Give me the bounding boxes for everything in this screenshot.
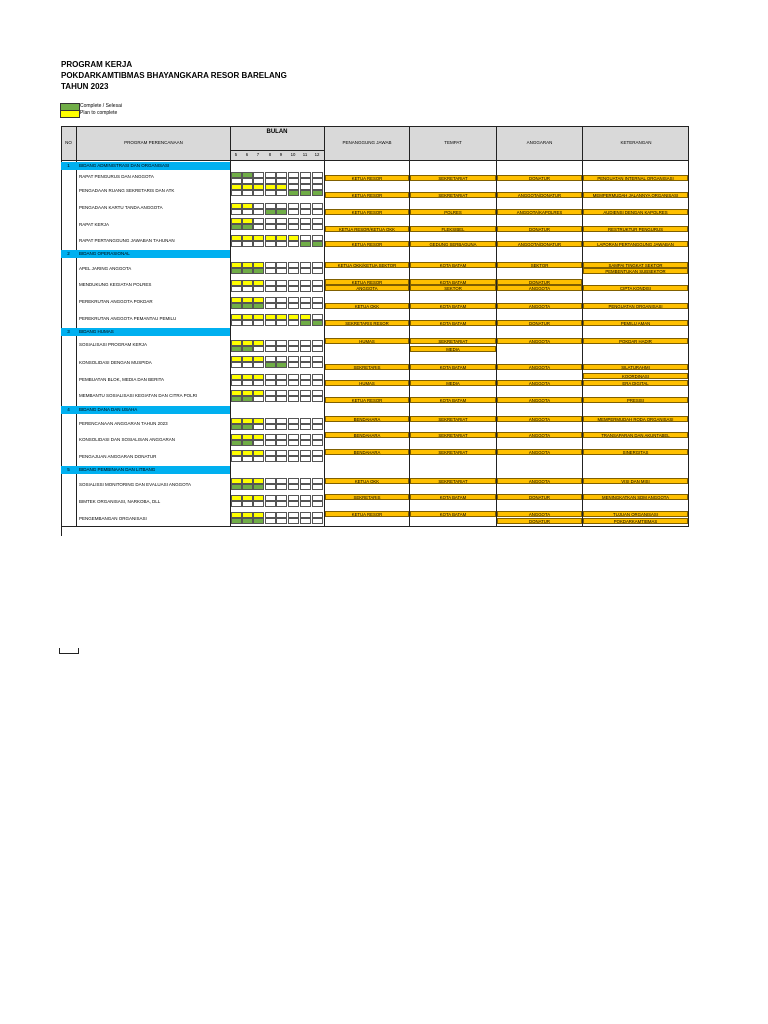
month-cell: [265, 346, 276, 352]
section-no-4: 4: [67, 407, 70, 412]
month-cell: [312, 303, 323, 309]
month-cell: [276, 209, 287, 215]
info-tempat-cell: SEKRETARIAT: [410, 432, 496, 438]
month-8: 8: [268, 152, 272, 157]
month-cell: [253, 209, 264, 215]
month-cell: [231, 424, 242, 430]
header-keterangan: KETERANGAN: [620, 140, 652, 145]
header-bulan: BULAN: [266, 129, 288, 135]
month-cell: [276, 501, 287, 507]
month-cell: [288, 501, 299, 507]
month-cell: [300, 456, 311, 462]
info-tempat-cell: FLEKSIBEL: [410, 226, 496, 232]
legend-plan-swatch: [60, 110, 80, 118]
info-tempat-cell: MEDIA: [410, 346, 496, 352]
info-anggaran-cell: ANGGOTA: [497, 416, 582, 422]
header-no: NO: [65, 140, 72, 145]
month-cell: [288, 190, 299, 196]
month-cell: [265, 440, 276, 446]
info-pj-cell: KETUA RESOR: [325, 241, 409, 247]
info-anggaran-cell: ANGGOTA: [497, 285, 582, 291]
month-cell: [276, 303, 287, 309]
month-cell: [276, 380, 287, 386]
month-cell: [312, 501, 323, 507]
month-cell: [288, 224, 299, 230]
program-18: BIMTEK ORGANISASI, NARKOBA, DLL: [79, 499, 161, 504]
month-cell: [300, 518, 311, 524]
info-keterangan-cell: PEMILU AMAN: [583, 320, 688, 326]
month-cell: [300, 268, 311, 274]
section-no-2: 2: [67, 251, 70, 256]
month-cell: [242, 190, 253, 196]
month-cell: [242, 209, 253, 215]
month-cell: [312, 209, 323, 215]
program-13: MEMBANTU SOSIALISASI KEGIATAN DAN CITRA POLRI: [79, 393, 198, 398]
info-tempat-cell: KOTA BATAM: [410, 303, 496, 309]
info-keterangan-cell: SAMPAI TINGKAT SEKTOR: [583, 262, 688, 268]
program-10: SOSIALISASI PROGRAM KERJA: [79, 342, 148, 347]
month-cell: [300, 380, 311, 386]
month-cell: [312, 268, 323, 274]
header-tempat: TEMPAT: [444, 140, 462, 145]
month-12: 12: [314, 152, 320, 157]
program-15: KONSOLIDASI DAN SOSIALISAN ANGGARAN: [79, 437, 176, 442]
month-cell: [253, 241, 264, 247]
program-2: PENGADAAN RUANG SEKRETARIS DAN ATK: [79, 188, 175, 193]
month-cell: [242, 484, 253, 490]
grid-right: [688, 126, 689, 526]
info-tempat-cell: GEDUNG SERBAGUNA: [410, 241, 496, 247]
info-keterangan-cell: PEMBENTUKAN SUBSEKTOR: [583, 268, 688, 274]
month-cell: [253, 268, 264, 274]
month-cell: [288, 268, 299, 274]
month-7: 7: [256, 152, 260, 157]
month-cell: [253, 484, 264, 490]
month-cell: [265, 241, 276, 247]
month-cell: [276, 484, 287, 490]
month-cell: [288, 320, 299, 326]
month-cell: [300, 209, 311, 215]
month-cell: [265, 224, 276, 230]
month-cell: [276, 424, 287, 430]
legend-complete-label: Complete / Selesai: [80, 103, 122, 109]
month-cell: [265, 268, 276, 274]
info-keterangan-cell: MENINGKATKAN SDM ANGGOTA: [583, 494, 688, 500]
info-tempat-cell: MEDIA: [410, 380, 496, 386]
info-tempat-cell: SEKTOR: [410, 285, 496, 291]
month-cell: [265, 424, 276, 430]
month-cell: [242, 456, 253, 462]
grid-tempat: [496, 126, 497, 526]
info-anggaran-cell: ANGGOTA: [497, 478, 582, 484]
month-cell: [253, 224, 264, 230]
info-pj-cell: KETUA RESOR: [325, 175, 409, 181]
info-keterangan-cell: TRANSAPARAN DAN AKUNTABEL: [583, 432, 688, 438]
info-tempat-cell: KOTA BATAM: [410, 279, 496, 285]
month-cell: [231, 380, 242, 386]
info-tempat-cell: SEKRETARIAT: [410, 449, 496, 455]
month-cell: [300, 224, 311, 230]
month-cell: [312, 456, 323, 462]
month-cell: [231, 286, 242, 292]
month-cell: [231, 209, 242, 215]
info-tempat-cell: KOTA BATAM: [410, 320, 496, 326]
month-cell: [288, 380, 299, 386]
info-tempat-cell: KOTA BATAM: [410, 262, 496, 268]
info-anggaran-cell: DONATUR: [497, 320, 582, 326]
month-cell: [288, 346, 299, 352]
page-corner-mark: [59, 648, 79, 654]
month-cell: [265, 303, 276, 309]
month-cell: [265, 320, 276, 326]
info-pj-cell: KETUA RESOR: [325, 279, 409, 285]
month-cell: [276, 320, 287, 326]
month-cell: [231, 501, 242, 507]
info-pj-cell: KETUA OKK/KETUA SEKTOR: [325, 262, 409, 268]
info-keterangan-cell: POKDAR HADIR: [583, 338, 688, 344]
month-cell: [288, 286, 299, 292]
info-anggaran-cell: ANGGOTA/DONATUR: [497, 241, 582, 247]
info-keterangan-cell: MEMPERMUDAH RODA ORGANISASI: [583, 416, 688, 422]
month-cell: [231, 362, 242, 368]
info-tempat-cell: KOTA BATAM: [410, 511, 496, 517]
title-line-3: TAHUN 2023: [61, 82, 109, 91]
program-1: RAPAT PENGURUS DAN ANGGOTA: [79, 174, 154, 179]
month-cell: [300, 190, 311, 196]
month-cell: [312, 224, 323, 230]
info-anggaran-cell: DONATUR: [497, 279, 582, 285]
info-anggaran-cell: ANGGOTA: [497, 449, 582, 455]
month-cell: [231, 346, 242, 352]
info-pj-cell: KETUA RESOR: [325, 397, 409, 403]
program-3: PENGADAAN KARTU TANDA ANGGOTA: [79, 205, 163, 210]
month-cell: [276, 268, 287, 274]
month-cell: [242, 396, 253, 402]
info-pj-cell: KETUA RESOR/KETUA OKK: [325, 226, 409, 232]
month-cell: [253, 440, 264, 446]
info-pj-cell: BENDAHARA: [325, 432, 409, 438]
header-penanggung-jawab: PENANGGUNG JAWAB: [342, 140, 392, 145]
info-keterangan-cell: LAPORAN PERTANGGUNG JAWABAN: [583, 241, 688, 247]
month-cell: [265, 501, 276, 507]
month-cell: [242, 501, 253, 507]
header-anggaran: ANGGARAN: [526, 140, 553, 145]
month-cell: [288, 424, 299, 430]
info-anggaran-cell: DONATUR: [497, 494, 582, 500]
month-cell: [288, 303, 299, 309]
month-cell: [288, 456, 299, 462]
month-cell: [300, 501, 311, 507]
month-cell: [288, 440, 299, 446]
info-pj-cell: HUMAS: [325, 380, 409, 386]
info-keterangan-cell: RESTRUKTUR PENGURUS: [583, 226, 688, 232]
grid-bottom: [61, 526, 689, 527]
month-cell: [242, 320, 253, 326]
info-anggaran-cell: ANGGOTA: [497, 511, 582, 517]
section-label-5: BIDANG PEMBINAAN DAN LITBANG: [79, 467, 156, 472]
month-cell: [253, 286, 264, 292]
month-cell: [300, 286, 311, 292]
info-anggaran-cell: SEKTOR: [497, 262, 582, 268]
month-cell: [276, 362, 287, 368]
info-keterangan-cell: VISI DAN MISI: [583, 478, 688, 484]
month-cell: [242, 518, 253, 524]
program-17: SOSIALISSI MONITORING DAN EVALUASI ANGGOTA: [79, 482, 192, 487]
month-5: 5: [234, 152, 238, 157]
month-cell: [231, 268, 242, 274]
section-no-5: 5: [67, 467, 70, 472]
month-cell: [231, 440, 242, 446]
grid-pj: [409, 126, 410, 526]
month-9: 9: [279, 152, 283, 157]
month-cell: [242, 303, 253, 309]
section-label-3: BIDANG HUMAS: [79, 329, 114, 334]
month-cell: [312, 286, 323, 292]
month-cell: [300, 303, 311, 309]
month-cell: [300, 396, 311, 402]
month-cell: [231, 518, 242, 524]
month-cell: [300, 346, 311, 352]
header-program: PROGRAM PERENCANAAN: [124, 140, 183, 145]
month-cell: [231, 320, 242, 326]
month-cell: [300, 424, 311, 430]
month-cell: [288, 396, 299, 402]
month-cell: [242, 241, 253, 247]
month-cell: [253, 518, 264, 524]
month-cell: [288, 209, 299, 215]
month-cell: [253, 362, 264, 368]
month-cell: [253, 320, 264, 326]
info-pj-cell: HUMAS: [325, 338, 409, 344]
info-pj-cell: SEKRETARIS: [325, 494, 409, 500]
info-tempat-cell: SEKRETARIAT: [410, 416, 496, 422]
legend-plan-label: Plan to complete: [80, 110, 118, 116]
month-cell: [276, 456, 287, 462]
month-cell: [231, 484, 242, 490]
info-anggaran-cell: ANGGOTA: [497, 303, 582, 309]
month-cell: [312, 320, 323, 326]
month-cell: [242, 440, 253, 446]
month-11: 11: [302, 152, 308, 157]
month-cell: [231, 190, 242, 196]
month-cell: [265, 518, 276, 524]
month-cell: [300, 320, 311, 326]
info-anggaran-cell: ANGGOTA/KAPOLRES: [497, 209, 582, 215]
month-cell: [242, 380, 253, 386]
month-cell: [265, 190, 276, 196]
month-cell: [231, 241, 242, 247]
month-cell: [253, 456, 264, 462]
program-9: PEREKRUTAN ANGGOTA PEMANTAU PEMILU: [79, 316, 177, 321]
program-19: PENGEMBANGAN ORGANISASI: [79, 516, 147, 521]
month-cell: [276, 286, 287, 292]
info-keterangan-cell: SINERGITAS: [583, 449, 688, 455]
month-cell: [265, 286, 276, 292]
info-keterangan-cell: POKDARKAMTIBMAS: [583, 518, 688, 524]
program-14: PERENCANAAN ANGGARAN TAHUN 2023: [79, 421, 168, 426]
info-keterangan-cell: PENGUATAN INTERNAL ORGANISASI: [583, 175, 688, 181]
month-cell: [300, 484, 311, 490]
info-pj-cell: KETUA OKK: [325, 478, 409, 484]
info-pj-cell: KETUA RESOR: [325, 511, 409, 517]
info-tempat-cell: POLRES: [410, 209, 496, 215]
info-pj-cell: SEKRETARIS RESOR: [325, 320, 409, 326]
section-no-3: 3: [67, 329, 70, 334]
info-pj-cell: KETUA OKK: [325, 303, 409, 309]
month-cell: [300, 362, 311, 368]
info-tempat-cell: KOTA BATAM: [410, 494, 496, 500]
month-cell: [312, 440, 323, 446]
info-anggaran-cell: DONATUR: [497, 226, 582, 232]
month-cell: [300, 241, 311, 247]
month-cell: [265, 456, 276, 462]
grid-top: [61, 126, 689, 127]
program-7: MENDUKUNG KEGIATAN POLRES: [79, 282, 152, 287]
month-cell: [253, 380, 264, 386]
month-cell: [276, 440, 287, 446]
month-cell: [242, 224, 253, 230]
section-label-2: BIDANG OPERASIONAL: [79, 251, 130, 256]
info-tempat-cell: SEKRETARIAT: [410, 175, 496, 181]
info-tempat-cell: SEKRETARIAT: [410, 338, 496, 344]
program-6: APEL JARING ANGGOTA: [79, 266, 132, 271]
program-5: RAPAT PERTANGGUNG JAWABAN TAHUNAN: [79, 238, 175, 243]
info-tempat-cell: SEKRETARIAT: [410, 478, 496, 484]
month-cell: [312, 424, 323, 430]
info-anggaran-cell: ANGGOTA: [497, 380, 582, 386]
month-10: 10: [290, 152, 296, 157]
info-keterangan-cell: MEMPERMUDAH JALANNYA ORGANISASI: [583, 192, 688, 198]
month-cell: [276, 346, 287, 352]
month-cell: [312, 380, 323, 386]
info-pj-cell: KETUA RESOR: [325, 192, 409, 198]
month-cell: [231, 303, 242, 309]
month-cell: [288, 484, 299, 490]
info-tempat-cell: KOTA BATAM: [410, 397, 496, 403]
month-cell: [288, 362, 299, 368]
section-no-1: 1: [67, 163, 70, 168]
info-pj-cell: ANGGOTA: [325, 285, 409, 291]
info-pj-cell: BENDAHARA: [325, 449, 409, 455]
program-11: KONSOLIDASI DENGAN MUSPIDA: [79, 360, 152, 365]
month-cell: [242, 286, 253, 292]
month-cell: [276, 190, 287, 196]
month-cell: [253, 424, 264, 430]
info-tempat-cell: KOTA BATAM: [410, 364, 496, 370]
title-line-2: POKDARKAMTIBMAS BHAYANGKARA RESOR BARELANG: [61, 71, 287, 80]
month-cell: [231, 396, 242, 402]
month-cell: [253, 501, 264, 507]
program-8: PEREKRUTAN ANGGOTA POKDAR: [79, 299, 153, 304]
month-cell: [265, 396, 276, 402]
info-keterangan-cell: ERA DIGITAL: [583, 380, 688, 386]
info-keterangan-cell: SILATURAHMI: [583, 364, 688, 370]
month-cell: [312, 362, 323, 368]
month-cell: [265, 209, 276, 215]
info-pj-cell: KETUA RESOR: [325, 209, 409, 215]
month-cell: [312, 346, 323, 352]
program-16: PENGAJUAN ANGGARAN DONATUR: [79, 454, 157, 459]
month-cell: [242, 346, 253, 352]
month-cell: [312, 190, 323, 196]
month-cell: [276, 518, 287, 524]
month-cell: [312, 241, 323, 247]
grid-bulan: [324, 126, 325, 526]
info-keterangan-cell: KOORDINASI: [583, 373, 688, 379]
month-cell: [242, 268, 253, 274]
month-cell: [253, 303, 264, 309]
info-anggaran-cell: DONATUR: [497, 518, 582, 524]
info-anggaran-cell: ANGGOTA: [497, 364, 582, 370]
grid-bulan-split: [231, 150, 324, 151]
info-anggaran-cell: ANGGOTA: [497, 338, 582, 344]
month-cell: [276, 241, 287, 247]
info-keterangan-cell: PRESISI: [583, 397, 688, 403]
title-line-1: PROGRAM KERJA: [61, 60, 133, 69]
month-cell: [312, 518, 323, 524]
month-cell: [300, 440, 311, 446]
month-cell: [231, 224, 242, 230]
info-anggaran-cell: ANGGOTA/DONATUR: [497, 192, 582, 198]
month-cell: [265, 362, 276, 368]
month-cell: [288, 518, 299, 524]
program-4: RAPAT KERJA: [79, 222, 110, 227]
section-label-1: BIDANG ADMINISTRASI DAN ORGANISASI: [79, 163, 170, 168]
grid-anggaran: [582, 126, 583, 526]
month-cell: [312, 396, 323, 402]
month-cell: [253, 346, 264, 352]
month-cell: [253, 396, 264, 402]
month-cell: [231, 456, 242, 462]
month-cell: [265, 380, 276, 386]
month-cell: [276, 224, 287, 230]
month-cell: [253, 190, 264, 196]
info-keterangan-cell: PENGUATAN ORGANISASI: [583, 303, 688, 309]
month-cell: [276, 396, 287, 402]
month-cell: [242, 362, 253, 368]
month-cell: [265, 484, 276, 490]
month-6: 6: [245, 152, 249, 157]
info-pj-cell: BENDAHARA: [325, 416, 409, 422]
grid-header-bottom: [61, 160, 689, 161]
info-anggaran-cell: ANGGOTA: [497, 397, 582, 403]
info-keterangan-cell: CIPTA KONDISI: [583, 285, 688, 291]
info-tempat-cell: SEKRETARIAT: [410, 192, 496, 198]
month-cell: [242, 424, 253, 430]
info-keterangan-cell: AUDIENSI DENGAN KAPOLRES: [583, 209, 688, 215]
info-anggaran-cell: ANGGOTA: [497, 432, 582, 438]
month-cell: [312, 484, 323, 490]
month-cell: [288, 241, 299, 247]
info-anggaran-cell: DONATUR: [497, 175, 582, 181]
info-pj-cell: SEKRETARIS: [325, 364, 409, 370]
info-keterangan-cell: TUJUAN ORGANISASI: [583, 511, 688, 517]
section-label-4: BIDANG DANA DAN USAHA: [79, 407, 138, 412]
program-12: PEMBUATAN BLOK, MEDIA DAN BERITA: [79, 377, 165, 382]
